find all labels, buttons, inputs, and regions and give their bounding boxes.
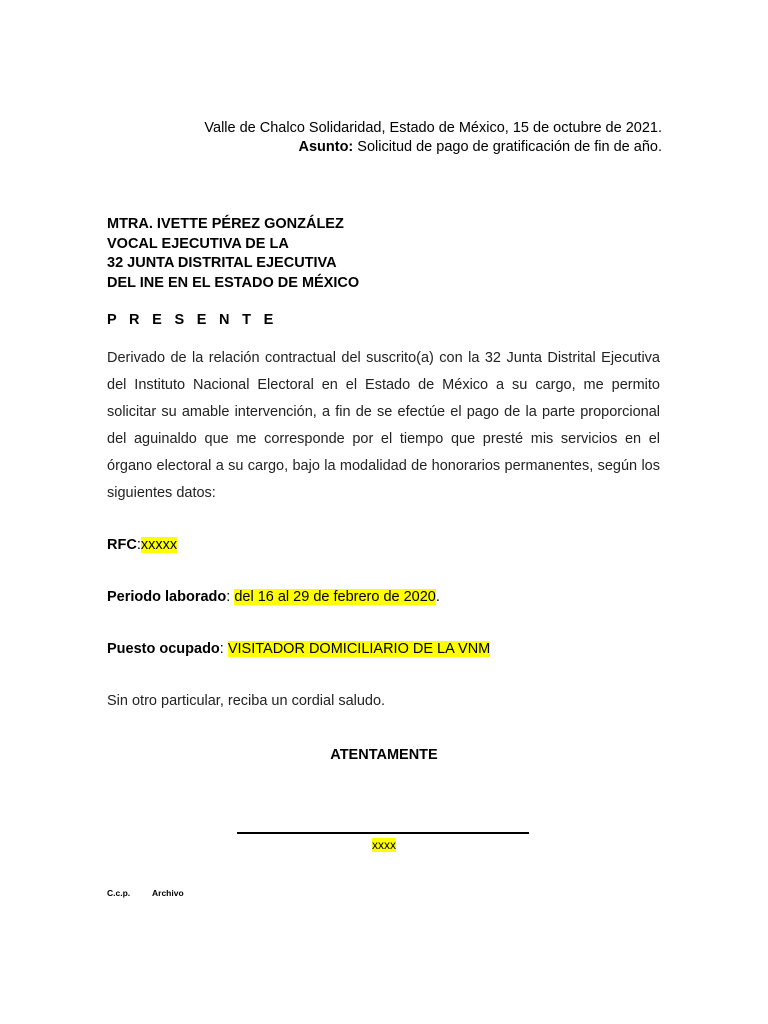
- puesto-value: VISITADOR DOMICILIARIO DE LA VNM: [227, 641, 491, 657]
- body-paragraph: Derivado de la relación contractual del suscrito(a) con la 32 Junta Distrital Ejecutiva del Instituto Nacional Electoral en el Estado de México a su cargo, me permito solicitar su amable intervención, a fin de se efectúe el pago de la parte proporcional del aguinaldo que me corresponde por el tiempo que presté mis servicios en el órgano electoral a su cargo, bajo la modalidad de honorarios permanentes, según los siguientes datos:: [107, 350, 660, 501]
- addressee-line: VOCAL EJECUTIVA DE LA: [107, 235, 289, 252]
- signature-line: [237, 832, 529, 834]
- puesto-field: Puesto ocupado: VISITADOR DOMICILIARIO DE LA VNM: [107, 641, 491, 657]
- presente-heading: P R E S E N T E: [107, 312, 278, 328]
- subject-line: [298, 139, 662, 155]
- rfc-field: RFC:xxxxx: [107, 537, 178, 553]
- subject-label: Asunto:: [298, 139, 354, 155]
- addressee-block: [107, 215, 359, 293]
- subject-text: Solicitud de pago de gratificación de fin de año.: [357, 139, 662, 155]
- puesto-label: Puesto ocupado: [107, 641, 220, 657]
- ccp-value: Archivo: [152, 888, 184, 898]
- signature-block: [0, 838, 768, 852]
- rfc-label: RFC: [107, 537, 137, 553]
- addressee-line: 32 JUNTA DISTRITAL EJECUTIVA: [107, 255, 337, 271]
- addressee-line: MTRA. IVETTE PÉREZ GONZÁLEZ: [107, 216, 344, 232]
- ccp-label: C.c.p.: [107, 888, 131, 898]
- closing-line: Sin otro particular, reciba un cordial saludo.: [107, 693, 386, 709]
- atentamente-heading: ATENTAMENTE: [330, 747, 438, 763]
- periodo-field: Periodo laborado: del 16 al 29 de febrero de 2020.: [107, 589, 440, 605]
- addressee-line: DEL INE EN EL ESTADO DE MÉXICO: [107, 274, 360, 291]
- rfc-value: xxxxx: [140, 537, 178, 553]
- signature-name: xxxx: [372, 838, 396, 852]
- periodo-value: del 16 al 29 de febrero de 2020: [234, 589, 436, 605]
- date-line: Valle de Chalco Solidaridad, Estado de México, 15 de octubre de 2021.: [204, 120, 662, 136]
- periodo-label: Periodo laborado: [107, 589, 227, 605]
